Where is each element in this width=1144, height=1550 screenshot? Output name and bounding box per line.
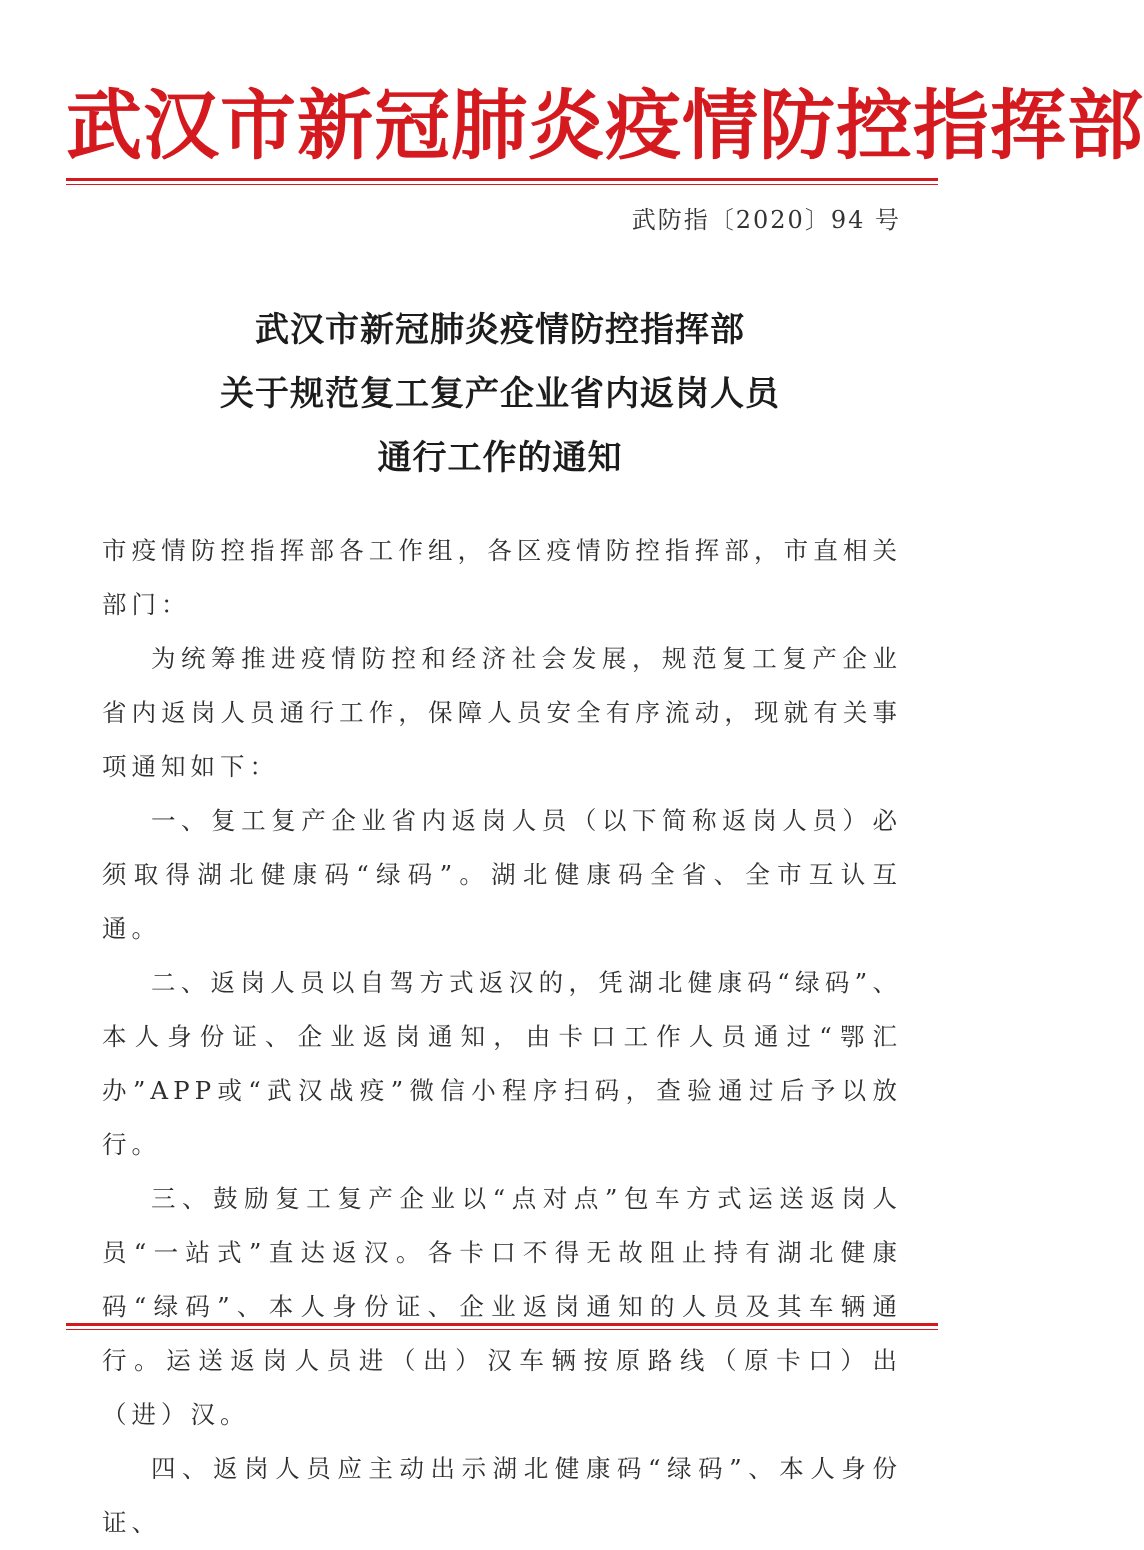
bottom-red-rule <box>66 1323 938 1330</box>
item-1-paragraph: 一、复工复产企业省内返岗人员（以下简称返岗人员）必须取得湖北健康码“绿码”。湖北健康码全省、全市互认互通。 <box>102 806 902 943</box>
document-number: 武防指〔2020〕94 号 <box>631 206 901 234</box>
title-line-1: 武汉市新冠肺炎疫情防控指挥部 <box>255 310 745 350</box>
recipients-paragraph: 市疫情防控指挥部各工作组，各区疫情防控指挥部，市直相关部门： <box>102 536 902 619</box>
document-body <box>102 524 902 1550</box>
document-title <box>60 298 940 490</box>
masthead-title: 武汉市新冠肺炎疫情防控指挥部 <box>66 81 1144 170</box>
item-3-paragraph: 三、鼓励复工复产企业以“点对点”包车方式运送返岗人员“一站式”直达返汉。各卡口不得无故阻止持有湖北健康码“绿码”、本人身份证、企业返岗通知的人员及其车辆通行。运送返岗人员进（出）汉车辆按原路线（原卡口）出（进）汉。 <box>102 1184 902 1429</box>
top-red-rule <box>66 178 938 185</box>
intro-paragraph: 为统筹推进疫情防控和经济社会发展，规范复工复产企业省内返岗人员通行工作，保障人员安全有序流动，现就有关事项通知如下： <box>102 644 902 781</box>
item-2-paragraph: 二、返岗人员以自驾方式返汉的，凭湖北健康码“绿码”、本人身份证、企业返岗通知，由卡口工作人员通过“鄂汇办”APP或“武汉战疫”微信小程序扫码，查验通过后予以放行。 <box>102 968 902 1159</box>
title-line-2: 关于规范复工复产企业省内返岗人员 <box>220 374 780 414</box>
title-line-3: 通行工作的通知 <box>377 438 623 478</box>
item-4-paragraph: 四、返岗人员应主动出示湖北健康码“绿码”、本人身份证、 <box>102 1454 902 1537</box>
